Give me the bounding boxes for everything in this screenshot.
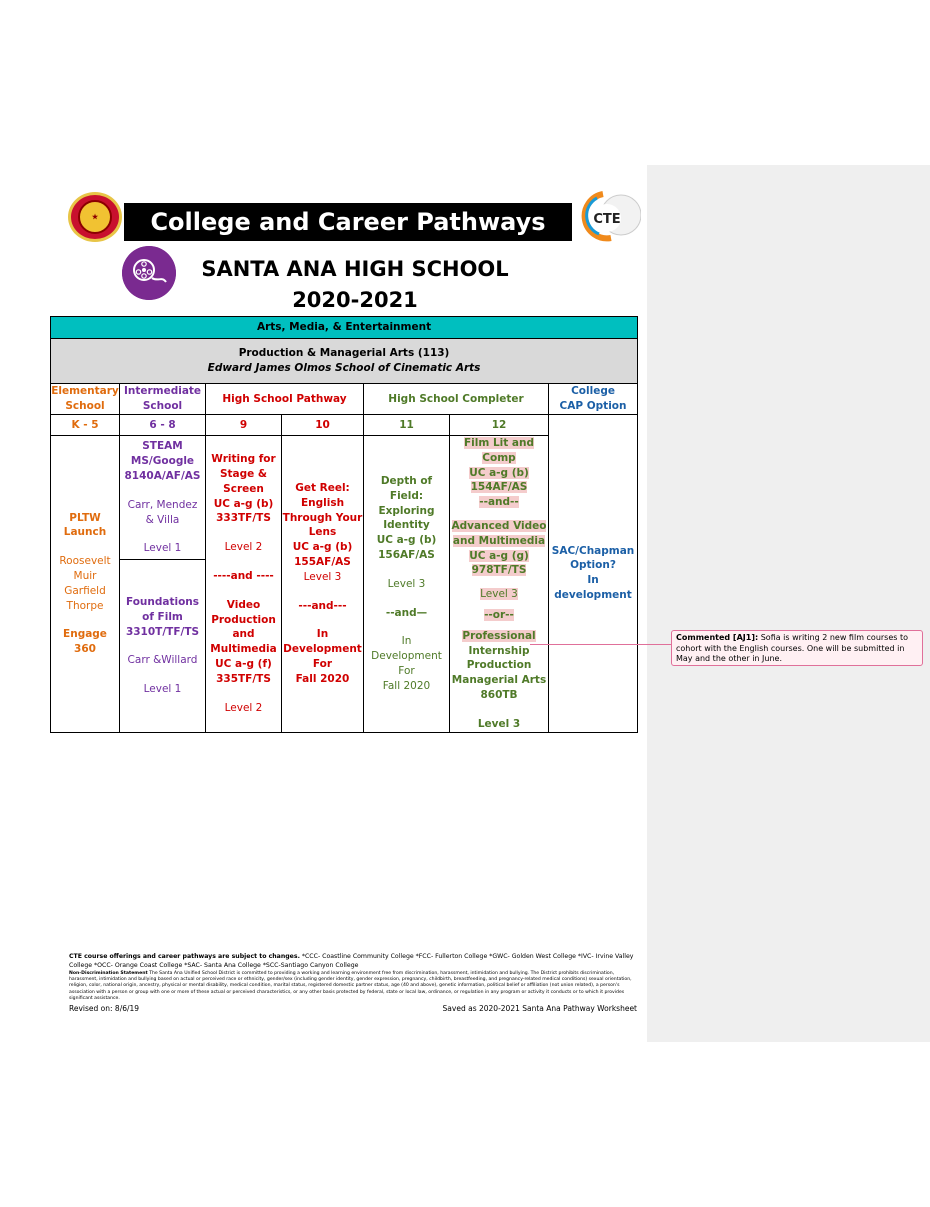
svg-text:CTE: CTE: [593, 212, 621, 227]
video-course: Video Production and Multimedia UC a-g (f) 335TF/TS: [210, 598, 277, 685]
school-heading: [180, 254, 530, 316]
engage-360: Engage 360: [63, 628, 107, 656]
footer-disclaimer: CTE course offerings and career pathways are subject to changes. *CCC- Coastline Community College *FCC- Fullerton College *GWC- Golden West College *IVC- Irvine Valley College *OCC- Orange Coast College *SAC- Santa Ana College *SCC-Santiago Canyon College: [69, 953, 634, 969]
header-college: College CAP Option: [549, 384, 638, 415]
steam-level: Level 1: [143, 542, 182, 555]
depth-of-field-course: Depth of Field: Exploring Identity UC a-g (b) 156AF/AS: [376, 474, 437, 561]
grade10-cell: [282, 436, 364, 733]
internship-course: Professional Internship Production Managerial Arts 860TB: [451, 629, 547, 701]
foundations-teachers: Carr &Willard: [127, 654, 198, 667]
header-high-school-completer: High School Completer: [364, 384, 549, 415]
comment-connector: [530, 644, 671, 645]
get-reel-course: Get Reel: English Through Your Lens UC a-g (b) 155AF/AS: [282, 481, 363, 568]
school-year: 2020-2021: [292, 288, 418, 312]
industry-sector: Arts, Media, & Entertainment: [51, 317, 638, 339]
academy-name: Edward James Olmos School of Cinematic Arts: [207, 362, 481, 374]
comment-sidebar: [647, 165, 930, 1042]
grade-11: 11: [364, 415, 450, 436]
grade-9: 9: [206, 415, 282, 436]
grade9-and: ----and ----: [213, 569, 274, 582]
grade-6-8: 6 - 8: [120, 415, 206, 436]
film-reel-icon: [122, 246, 176, 300]
header-row: [51, 384, 638, 415]
foundations-level: Level 1: [143, 683, 182, 696]
non-discrimination-statement: Non-Discrimination Statement The Santa Ana Unified School District is committed to providing a working and learning environment free from discrimination, harassment, intimidation and bullying. The District prohibits discrimination, harassment, intimidation and bullying based on actual or perceived race or ethnicity, gender/sex (including gender identity, gender expression, pregnancy, childbirth, breastfeeding, and pregnancy-related medical conditions) sexual orientation, religion, color, national origin, ancestry, physical or mental disability, medical condition, marital status, registered domestic partner status, age (40 and above), genetic information, political belief or affiliation (not union related), a person's association with a person or group with one or more of these actual or perceived characteristics, or any other basis protected by federal, state or local law, ordinance, or regulation in any program or activity it conducts or to which it provides significant assistance.: [69, 971, 632, 1001]
college-option-cell: SAC/Chapman Option? In development: [549, 415, 638, 733]
foundations-course: Foundations of Film 3310T/TF/TS: [125, 596, 200, 638]
intermediate-bottom-cell: [120, 560, 206, 732]
school-name: SANTA ANA HIGH SCHOOL: [201, 257, 509, 281]
depth-level: Level 3: [387, 577, 426, 590]
saved-as: Saved as 2020-2021 Santa Ana Pathway Worksheet: [442, 1004, 637, 1014]
internship-level: Level 3: [477, 717, 521, 730]
writing-course: Writing for Stage & Screen UC a-g (b) 333TF/TS: [211, 453, 276, 525]
district-logo: [68, 192, 122, 242]
header-high-school-pathway: High School Pathway: [206, 384, 364, 415]
program-row: [51, 339, 638, 384]
header-elementary: Elementary School: [51, 384, 120, 415]
district-logo-seal: ★: [78, 200, 112, 234]
pathway-name: Production & Managerial Arts (113): [238, 347, 450, 360]
intermediate-top-cell: [120, 436, 206, 560]
steam-course: STEAM MS/Google 8140A/AF/AS: [124, 440, 201, 482]
steam-teachers: Carr, Mendez & Villa: [127, 498, 198, 526]
elementary-schools: Roosevelt Muir Garfield Thorpe: [59, 555, 111, 612]
pathway-table: [50, 316, 638, 733]
elementary-cell: [51, 436, 120, 733]
footer: [69, 953, 637, 1013]
comment-balloon[interactable]: [671, 630, 923, 666]
header-intermediate: Intermediate School: [120, 384, 206, 415]
grade11-cell: [364, 436, 450, 733]
revised-date: Revised on: 8/6/19: [69, 1004, 140, 1014]
video-level: Level 2: [224, 701, 263, 714]
commented-text[interactable]: Professional: [462, 629, 536, 642]
grade10-development: In Development For Fall 2020: [283, 628, 362, 685]
pathway-cell: [51, 339, 638, 384]
comment-text: Sofia is writing 2 new film courses to cohort with the English courses. One will be submitted in May and the other in June.: [676, 633, 909, 663]
pltw-launch: PLTW Launch: [63, 511, 107, 539]
grade9-cell: [206, 436, 282, 733]
grade-10: 10: [282, 415, 364, 436]
cte-logo: [573, 188, 641, 242]
footer-revision: [69, 1004, 637, 1013]
grade10-and: ---and---: [298, 599, 347, 612]
grade11-and: --and—: [385, 606, 428, 619]
grade-12: 12: [450, 415, 549, 436]
grade-k5: K - 5: [51, 415, 120, 436]
grade11-development: In Development For Fall 2020: [371, 635, 442, 692]
sector-row: [51, 317, 638, 339]
film-lit-course: Film Lit and Comp UC a-g (b) 154AF/AS --and--: [463, 437, 534, 509]
page-title: College and Career Pathways: [124, 203, 572, 241]
comment-label: Commented [AJ1]:: [676, 633, 759, 642]
writing-level: Level 2: [224, 541, 263, 554]
grade12-or: --or--: [484, 608, 514, 621]
grade12-cell: [450, 436, 549, 733]
advanced-video-level: Level 3: [480, 588, 518, 601]
grade-row: [51, 415, 638, 436]
get-reel-level: Level 3: [303, 570, 342, 583]
advanced-video-course: Advanced Video and Multimedia UC a-g (g) 978TF/TS: [451, 519, 547, 577]
